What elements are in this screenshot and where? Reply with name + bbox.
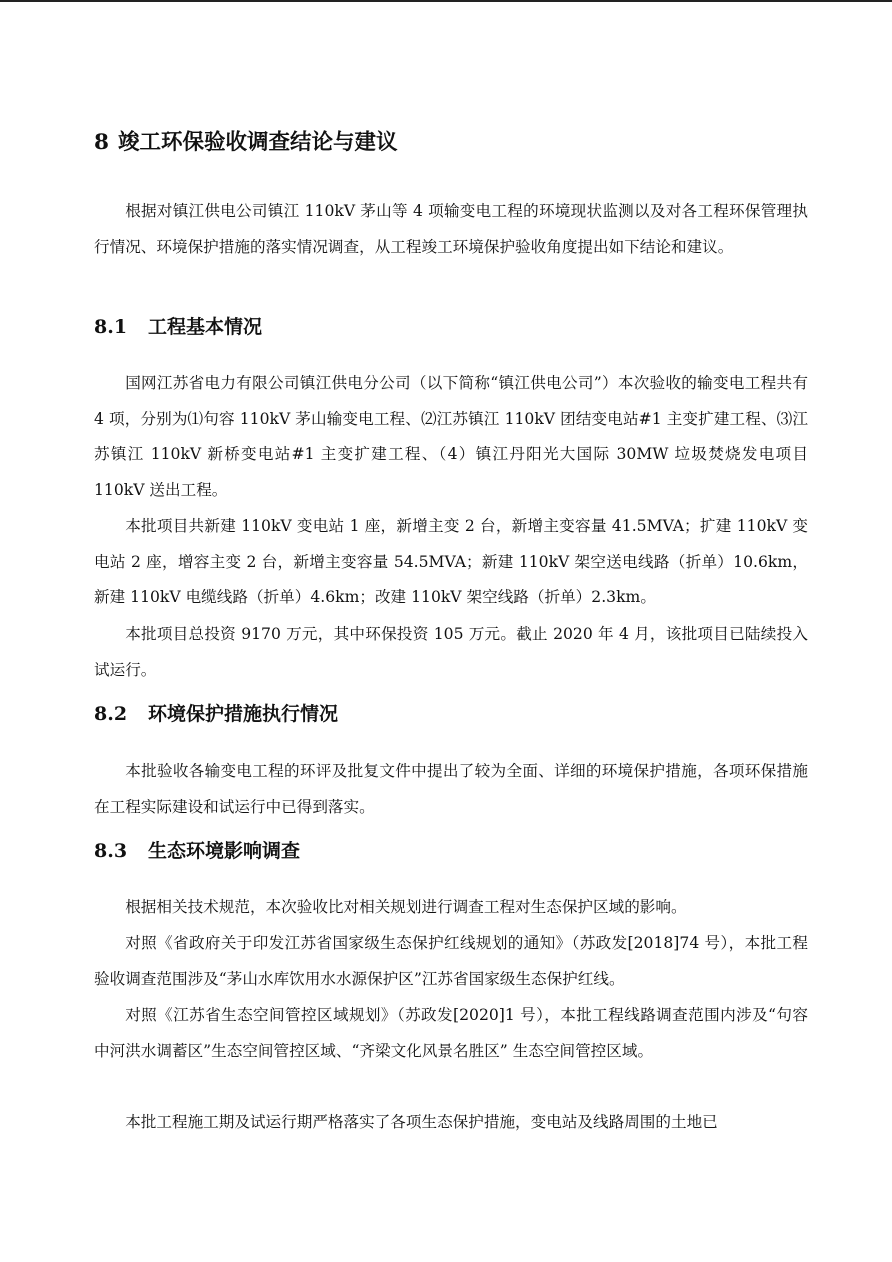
subsection-number: 8.2 <box>94 703 128 725</box>
section-title: 竣工环保验收调查结论与建议 <box>118 130 398 155</box>
paragraph-8-3-2: 对照《省政府关于印发江苏省国家级生态保护红线规划的通知》（苏政发[2018]74 号），本批工程验收调查范围涉及“茅山水库饮用水水源保护区”江苏省国家级生态保护红线。 <box>94 934 808 988</box>
paragraph-8-1-1: 国网江苏省电力有限公司镇江供电分公司（以下简称“镇江供电公司”）本次验收的输变电工程共有 4 项，分别为⑴句容 110kV 茅山输变电工程、⑵江苏镇江 110kV 团结变电站#1 主变扩建工程、⑶江苏镇江 110kV 新桥变电站#1 主变扩建工程、（4）镇江丹阳光大国际 30MW 垃圾焚烧发电项目 110kV 送出工程。 <box>94 374 808 500</box>
paragraph-8-3-3: 对照《江苏省生态空间管控区域规划》（苏政发[2020]1 号），本批工程线路调查范围内涉及“句容中河洪水调蓄区”生态空间管控区域、“齐梁文化风景名胜区” 生态空间管控区域。 <box>94 1006 808 1060</box>
subsection-heading-8-3 <box>94 837 808 865</box>
paragraph-8-3-4: 本批工程施工期及试运行期严格落实了各项生态保护措施，变电站及线路周围的土地已 <box>125 1113 718 1131</box>
subsection-title: 环境保护措施执行情况 <box>148 703 339 725</box>
paragraph-8-1-2: 本批项目共新建 110kV 变电站 1 座，新增主变 2 台，新增主变容量 41.5MVA；扩建 110kV 变电站 2 座，增容主变 2 台，新增主变容量 54.5MVA；新建 110kV 架空送电线路（折单）10.6km，新建 110kV 电缆线路（折单）4.6km；改建 110kV 架空线路（折单）2.3km。 <box>94 517 808 607</box>
subsection-title: 工程基本情况 <box>148 316 263 338</box>
section-heading <box>94 128 808 158</box>
section-intro-paragraph: 根据对镇江供电公司镇江 110kV 茅山等 4 项输变电工程的环境现状监测以及对各工程环保管理执行情况、环境保护措施的落实情况调查，从工程竣工环境保护验收角度提出如下结论和建议。 <box>94 202 808 256</box>
subsection-heading-8-2 <box>94 700 808 728</box>
page-top-rule <box>0 0 892 2</box>
paragraph-8-3-1: 根据相关技术规范，本次验收比对相关规划进行调查工程对生态保护区域的影响。 <box>125 898 687 916</box>
subsection-number: 8.1 <box>94 316 128 338</box>
subsection-heading-8-1 <box>94 313 808 341</box>
section-number: 8 <box>94 130 109 155</box>
subsection-title: 生态环境影响调查 <box>148 840 301 862</box>
subsection-number: 8.3 <box>94 840 128 862</box>
paragraph-8-1-3: 本批项目总投资 9170 万元，其中环保投资 105 万元。截止 2020 年 4 月，该批项目已陆续投入试运行。 <box>94 625 808 679</box>
paragraph-8-2-1: 本批验收各输变电工程的环评及批复文件中提出了较为全面、详细的环境保护措施，各项环保措施在工程实际建设和试运行中已得到落实。 <box>94 762 808 816</box>
